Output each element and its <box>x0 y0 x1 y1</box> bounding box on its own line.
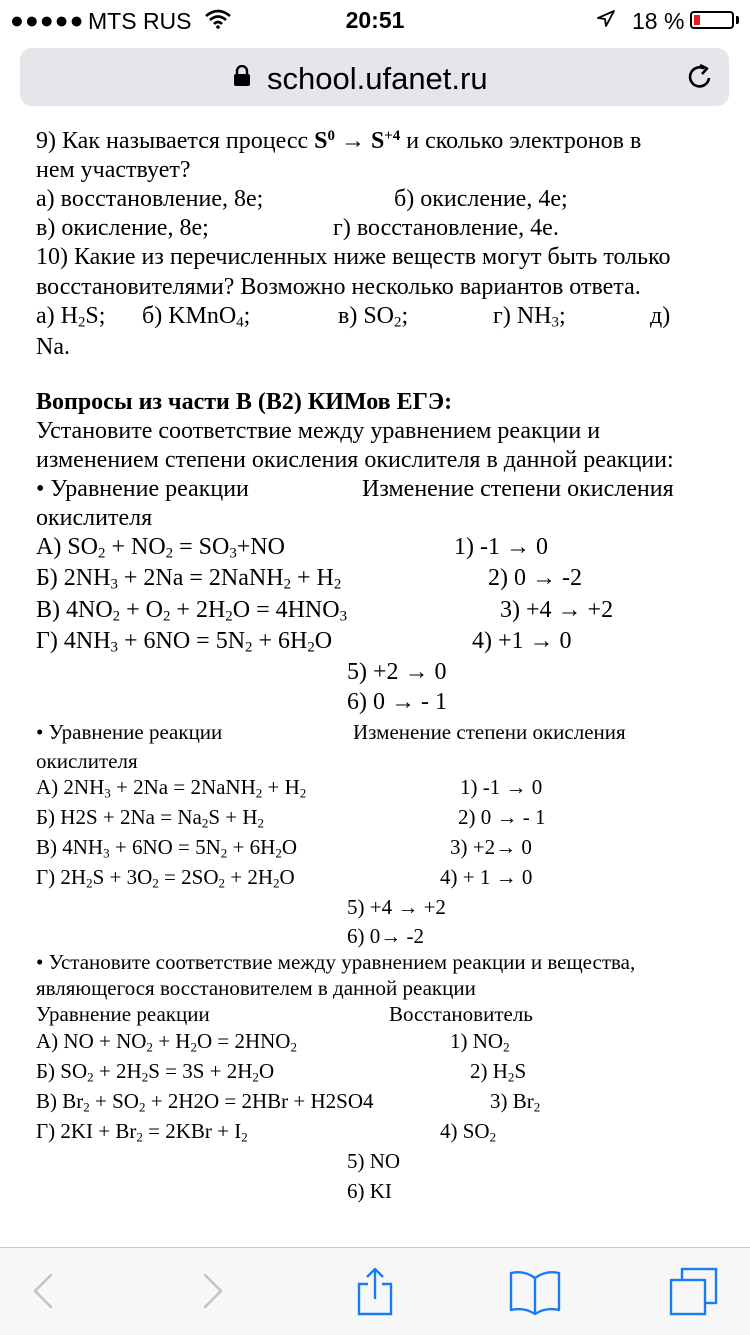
block1-equation-a: А) $SO_2 + NO_2 = SO_3+NO$ <box>36 534 285 562</box>
block2-answer-6: 6) 0→ -2 <box>347 924 424 948</box>
block3-equation-b: Б) $SO_2 + 2H_2S = 3S + 2H_2O$ <box>36 1059 275 1085</box>
question-10-option-e-value: Na. <box>36 334 70 360</box>
browser-toolbar <box>0 1247 750 1335</box>
question-10-option-c: в) $SO_2$; <box>338 303 409 331</box>
block1-col-change-cont: окислителя <box>36 505 153 531</box>
section-b-intro: Установите соответствие между уравнением реакции и <box>36 418 601 444</box>
block3-answer-3: 3) $Br_2$ <box>490 1089 541 1115</box>
block2-col-equation: • Уравнение реакции <box>36 720 223 744</box>
block2-answer-5: 5) +4 → +2 <box>347 895 446 919</box>
question-9-title: 9) Как называется процесс $S^0 \to S^{+4}$ и сколько электронов в <box>36 127 642 154</box>
block3-answer-5: 5) NO <box>347 1149 401 1173</box>
location-icon <box>596 8 616 35</box>
battery-percent: 18 % <box>632 8 685 34</box>
carrier-name: MTS RUS <box>88 8 192 34</box>
bookmarks-icon[interactable] <box>508 1266 558 1316</box>
block1-answer-4: 4) +1 → 0 <box>472 628 572 654</box>
reload-icon[interactable] <box>685 62 715 92</box>
block1-answer-6: 6) 0 → - 1 <box>347 689 447 715</box>
forward-icon[interactable] <box>186 1266 236 1316</box>
battery-icon <box>690 11 734 29</box>
block3-answer-4: 4) $SO_2$ <box>440 1119 497 1145</box>
block1-answer-5: 5) +2 → 0 <box>347 659 447 685</box>
tabs-icon[interactable] <box>668 1266 718 1316</box>
question-10-option-b: б) KMnO$_4$; <box>142 303 251 331</box>
block3-answer-1: 1) $NO_2$ <box>450 1029 510 1055</box>
block2-answer-4: 4) + 1 → 0 <box>440 865 533 889</box>
clock: 20:51 <box>345 7 405 33</box>
question-10-title-cont: восстановителями? Возможно несколько вариантов ответа. <box>36 274 641 300</box>
question-9-title-cont: нем участвует? <box>36 157 191 183</box>
block2-equation-c: В) $4NH_3 + 6NO = 5N_2 + 6H_2O$ <box>36 835 298 861</box>
block2-equation-b: Б) $H2S + 2Na = Na_2S + H_2$ <box>36 805 265 831</box>
battery-level <box>694 15 700 25</box>
block2-col-change: Изменение степени окисления <box>353 720 626 744</box>
question-9-option-b: б) окисление, 4е; <box>394 186 568 212</box>
question-9-option-c: в) окисление, 8е; <box>36 215 209 241</box>
block3-equation-d: Г) $2KI + Br_2 = 2KBr + I_2$ <box>36 1119 248 1145</box>
battery-tip <box>736 16 739 24</box>
block2-answer-3: 3) +2→ 0 <box>450 835 532 859</box>
block3-equation-c: В) $Br_2 + SO_2 + 2H2O = 2HBr + H2SO4$ <box>36 1089 374 1115</box>
address-bar[interactable] <box>20 48 729 106</box>
block3-intro: • Установите соответствие между уравнением реакции и вещества, <box>36 950 636 974</box>
block3-answer-2: 2) $H_2S$ <box>470 1059 527 1085</box>
lock-icon <box>233 65 251 87</box>
block2-answer-1: 1) -1 → 0 <box>460 775 543 799</box>
question-10-option-e-label: д) <box>650 303 671 329</box>
question-9-option-a: а) восстановление, 8е; <box>36 186 264 212</box>
block1-answer-3: 3) +4 → +2 <box>500 597 614 623</box>
block3-col-equation: Уравнение реакции <box>36 1002 210 1026</box>
block3-col-reducer: Восстановитель <box>389 1002 533 1026</box>
block1-col-change: Изменение степени окисления <box>362 476 674 502</box>
status-bar <box>0 0 750 40</box>
back-icon[interactable] <box>20 1266 70 1316</box>
block2-answer-2: 2) 0 → - 1 <box>458 805 546 829</box>
block1-answer-2: 2) 0 → -2 <box>488 565 582 591</box>
block3-equation-a: А) NO + $NO_2 + H_2O = 2HNO_2$ <box>36 1029 297 1055</box>
block2-equation-d: Г) $2H_2S + 3O_2 = 2SO_2 + 2H_2O$ <box>36 865 295 891</box>
question-9-option-d: г) восстановление, 4е. <box>333 215 559 241</box>
block2-equation-a: А) $2NH_3 + 2Na$ = 2NaNH$_2$ + $H_2$ <box>36 775 307 801</box>
question-10-option-d: г) $NH_3$; <box>493 303 566 331</box>
url-text[interactable]: school.ufanet.ru <box>267 61 488 96</box>
question-10-option-a: а) $H_2S$; <box>36 303 106 331</box>
block1-equation-b: Б) $2NH_3 + 2Na$ = 2NaNH$_2$ + $H_2$ <box>36 565 342 593</box>
block2-col-change-cont: окислителя <box>36 749 138 773</box>
block3-intro-cont: являющегося восстановителем в данной реакции <box>36 976 476 1000</box>
signal-strength-icon: ●●●●● <box>10 7 85 33</box>
share-icon[interactable] <box>350 1266 400 1316</box>
block1-answer-1: 1) -1 → 0 <box>454 534 548 560</box>
block1-equation-c: В) $4NO_2 + O_2 + 2H_2O = 4HNO_3$ <box>36 597 348 625</box>
section-b-heading: Вопросы из части В (В2) КИМов ЕГЭ: <box>36 389 453 415</box>
block1-col-equation: • Уравнение реакции <box>36 476 249 502</box>
question-10-title: 10) Какие из перечисленных ниже веществ могут быть только <box>36 244 671 270</box>
block3-answer-6: 6) KI <box>347 1179 392 1203</box>
section-b-intro-cont: изменением степени окисления окислителя в данной реакции: <box>36 447 674 473</box>
block1-equation-d: Г) $4NH_3 + 6NO = 5N_2 + 6H_2O$ <box>36 628 333 656</box>
